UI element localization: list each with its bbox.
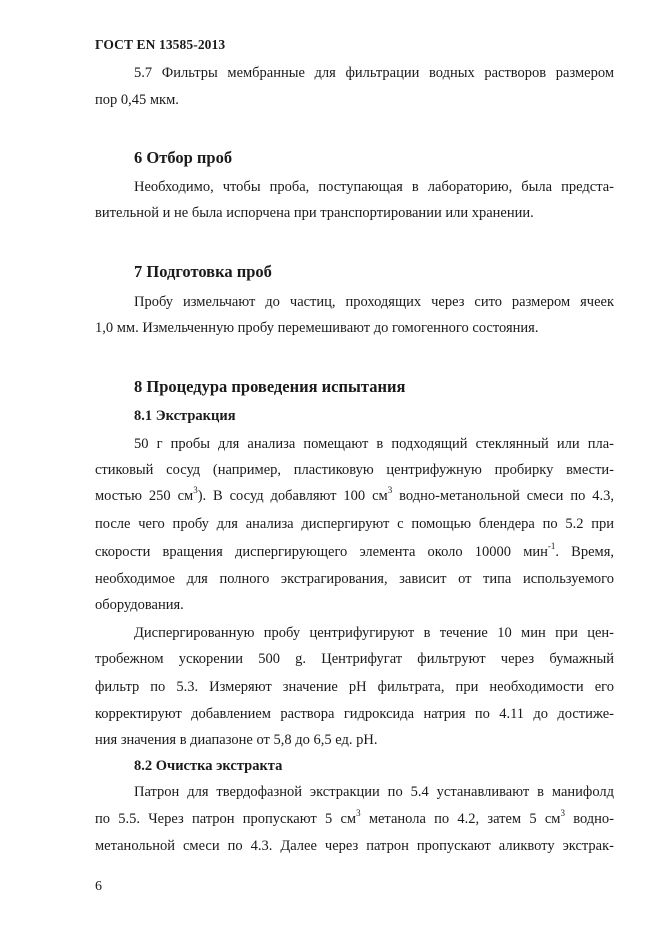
section-8-1-line: 50 г пробы для анализа помещают в подходящий стеклянный или пла- [134,436,614,452]
section-8-2-heading: 8.2 Очистка экстракта [134,758,283,774]
superscript: 3 [387,485,393,496]
section-8-1-line: мостью 250 $см^3$). В сосуд добавляют 100 $см^3$ водно-метанольной смеси по 4.3, [95,485,614,504]
section-8-1-line: после чего пробу для анализа диспергируют с помощью блендера по 5.2 при [95,516,614,532]
section-8-1-line: Диспергированную пробу центрифугируют в течение 10 мин при цен- [134,625,614,641]
section-8-1-line: корректируют добавлением раствора гидроксида натрия по 4.11 до достиже- [95,706,614,722]
section-8-1-line: оборудования. [95,597,184,613]
superscript: -1 [547,541,556,552]
page-number: 6 [95,879,102,894]
section-8-1-line: тробежном ускорении 500 g. Центрифугат фильтруют через бумажный [95,651,614,667]
section-6-line: Необходимо, чтобы проба, поступающая в лабораторию, была предста- [134,179,614,195]
section-8-1-heading: 8.1 Экстракция [134,408,236,424]
superscript: 3 [193,485,198,496]
section-8-2-line: по 5.5. Через патрон пропускают 5 $см^3$ метанола по 4.2, затем 5 $см^3$ водно- [95,808,614,827]
section-7-line: 1,0 мм. Измельченную пробу перемешивают до гомогенного состояния. [95,320,539,336]
section-6-line: вительной и не была испорчена при транспортировании или хранении. [95,205,534,221]
document-header-id: ГОСТ EN 13585-2013 [95,37,226,52]
section-8-1-line: необходимое для полного экстрагирования, зависит от типа используемого [95,571,614,587]
section-6-heading: 6 Отбор проб [134,148,233,167]
section-8-1-line: скорости вращения диспергирующего элемента около 10000 мин$^{-1}$. Время, [95,541,614,560]
section-7-line: Пробу измельчают до частиц, проходящих через сито размером ячеек [134,294,614,310]
section-8-2-line: Патрон для твердофазной экстракции по 5.4 устанавливают в манифолд [134,784,614,800]
paragraph-5-7-line: пор 0,45 мкм. [95,92,179,108]
section-8-1-line: фильтр по 5.3. Измеряют значение pH фильтрата, при необходимости его [95,679,614,695]
section-8-1-line: стиковый сосуд (например, пластиковую центрифужную пробирку вмести- [95,462,614,478]
superscript: 3 [356,808,361,819]
section-7-heading: 7 Подготовка проб [134,262,272,281]
superscript: 3 [560,808,565,819]
paragraph-5-7-line: 5.7 Фильтры мембранные для фильтрации водных растворов размером [134,65,614,81]
section-8-2-line: метанольной смеси по 4.3. Далее через патрон пропускают аликвоту экстрак- [95,838,614,854]
section-8-1-line: ния значения в диапазоне от 5,8 до 6,5 ед. pH. [95,732,378,748]
section-8-heading: 8 Процедура проведения испытания [134,377,406,396]
